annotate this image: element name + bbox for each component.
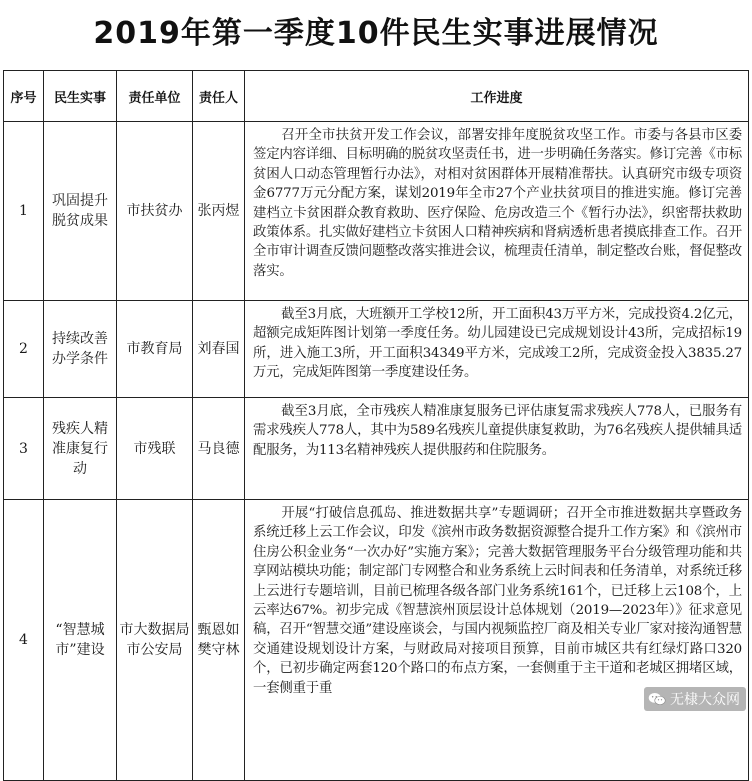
table-row xyxy=(4,301,749,398)
cell-unit: 市残联 xyxy=(117,398,193,500)
progress-text: 召开全市扶贫开发工作会议，部署安排年度脱贫攻坚工作。市委与各县市区委签定内容详细、目标明确的脱贫攻坚责任书，进一步明确任务落实。修订完善《市标贫困人口动态管理暂行办法》，对相对贫困群体开展精准帮扶。认真研究市级专项资金6777万元分配方案，谋划2019年全市27个产业扶贫项目的推进实施。修订完善建档立卡贫困群众教育救助、医疗保险、危房改造三个《暂行办法》，织密帮扶救助政策体系。扎实做好建档立卡贫困人口精神疾病和肾病透析患者摸底排查工作。召开全市审计调查反馈问题整改落实推进会议，梳理责任清单，制定整改台账，督促整改落实。 xyxy=(253,128,742,279)
unit-text: 市大数据局 市公安局 xyxy=(119,622,190,658)
table-row xyxy=(4,398,749,500)
progress-text: 截至3月底，大班额开工学校12所，开工面积43万平方米，完成投资4.2亿元，超额完成矩阵图计划第一季度任务。幼儿园建设已完成规划设计43所，完成招标19所，进入施工3所，开工面积34349平方米，完成竣工2所，完成资金投入3835.27万元，完成矩阵图第一季度建设任务。 xyxy=(253,307,742,381)
cell-person: 刘春国 xyxy=(193,301,245,398)
project-text: 巩固提升脱贫成果 xyxy=(52,193,108,229)
header-project: 民生实事 xyxy=(44,71,117,122)
cell-progress xyxy=(245,122,749,301)
project-text: 残疾人精准康复行动 xyxy=(52,420,108,477)
progress-text: 截至3月底，全市残疾人精准康复服务已评估康复需求残疾人778人，已服务有需求残疾人778人，其中为589名残疾儿童提供康复救助，为76名残疾人提供辅具适配服务，为113名精神残疾人提供服药和住院服务。 xyxy=(253,404,742,458)
cell-seq: 3 xyxy=(4,398,44,500)
table-row xyxy=(4,500,749,781)
watermark xyxy=(644,687,746,711)
cell-progress xyxy=(245,500,749,781)
table-header-row xyxy=(4,71,749,122)
progress-table xyxy=(3,70,749,781)
cell-seq: 2 xyxy=(4,301,44,398)
cell-person: 张丙煜 xyxy=(193,122,245,301)
cell-project xyxy=(44,301,117,398)
cell-seq: 1 xyxy=(4,122,44,301)
cell-seq: 4 xyxy=(4,500,44,781)
watermark-text: 无棣大众网 xyxy=(670,692,740,708)
table-row xyxy=(4,122,749,301)
project-text: “智慧城市”建设 xyxy=(55,622,105,658)
header-person: 责任人 xyxy=(193,71,245,122)
cell-person: 马良德 xyxy=(193,398,245,500)
cell-person xyxy=(193,500,245,781)
cell-project xyxy=(44,398,117,500)
cell-unit: 市教育局 xyxy=(117,301,193,398)
header-unit: 责任单位 xyxy=(117,71,193,122)
cell-unit: 市扶贫办 xyxy=(117,122,193,301)
cell-progress xyxy=(245,398,749,500)
header-progress: 工作进度 xyxy=(245,71,749,122)
progress-text: 开展“打破信息孤岛、推进数据共享”专题调研；召开全市推进数据共享暨政务系统迁移上云工作会议，印发《滨州市政务数据资源整合提升工作方案》和《滨州市住房公积金业务“一次办好”实施方案》；完善大数据管理服务平台分级管理功能和共享网站模块功能；制定部门专网整合和业务系统上云时间表和任务清单，对系统迁移上云进行专题培训，目前已梳理各级各部门业务系统161个，已迁移上云108个，上云率达67%。初步完成《智慧滨州顶层设计总体规划（2019—2023年）》征求意见稿，召开“智慧交通”建设座谈会，与国内视频监控厂商及相关专业厂家对接沟通智慧交通建设规划设计方案，与财政局对接项目预算，目前市城区共有红绿灯路口320个，已初步确定两套120个路口的布点方案，一套侧重于主干道和老城区拥堵区域，一套侧重于重 xyxy=(253,506,742,696)
cell-project xyxy=(44,122,117,301)
cell-progress xyxy=(245,301,749,398)
wechat-icon xyxy=(648,692,666,706)
cell-unit xyxy=(117,500,193,781)
cell-project xyxy=(44,500,117,781)
project-text: 持续改善办学条件 xyxy=(52,331,108,367)
header-seq: 序号 xyxy=(4,71,44,122)
person-text: 甄恩如 樊守林 xyxy=(197,622,240,658)
page-title: 2019年第一季度10件民生实事进展情况 xyxy=(93,16,659,51)
